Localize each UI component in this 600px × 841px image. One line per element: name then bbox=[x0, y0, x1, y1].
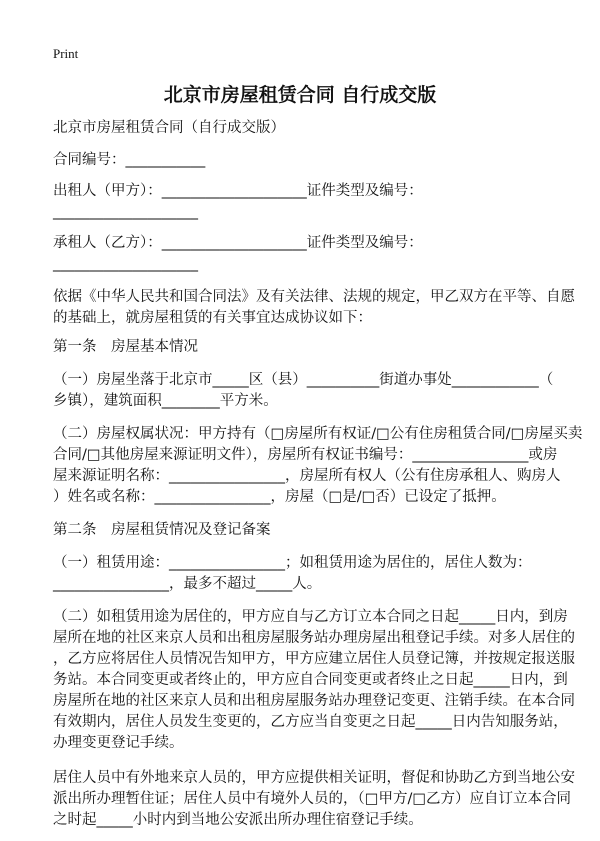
text-line: 依据《中华人民共和国合同法》及有关法律、法规的规定，甲乙双方在平等、自愿 bbox=[53, 289, 575, 305]
text-line: ________________，最多不超过_____人。 bbox=[53, 576, 322, 592]
text-line: 乡镇），建筑面积________平方米。 bbox=[53, 393, 278, 409]
text-line: 居住人员中有外地来京人员的，甲方应提供相关证明，督促和协助乙方到当地公安 bbox=[53, 770, 575, 786]
contract-paragraph bbox=[53, 337, 553, 358]
contract-paragraph bbox=[53, 607, 575, 754]
text-line: ____________________ bbox=[53, 204, 198, 220]
text-line: （一）租赁用途：________________；如租赁用途为居住的，居住人数为： bbox=[53, 555, 532, 571]
text-line: 的基础上，就房屋租赁的有关事宜达成协议如下： bbox=[53, 310, 372, 326]
text-line: 有效期内，居住人员发生变更的，乙方应当自变更之日起_____日内告知服务站， bbox=[53, 714, 568, 730]
contract-paragraph bbox=[53, 553, 553, 595]
text-line: （一）房屋坐落于北京市_____区（县）__________街道办事处____________（ bbox=[53, 372, 554, 388]
text-line: 出租人（甲方）：____________________证件类型及编号： bbox=[53, 183, 423, 199]
text-line: （二）房屋权属状况：甲方持有（□房屋所有权证/□公有住房租赁合同/□房屋买卖 bbox=[53, 426, 583, 442]
text-line: 合同/□其他房屋来源证明文件），房屋所有权证书编号：________________或房 bbox=[53, 447, 558, 463]
text-line: （二）如租赁用途为居住的，甲方应自与乙方订立本合同之日起_____日内，到房 bbox=[53, 609, 568, 625]
text-line: ）姓名或名称：________________，房屋（□是/□否）已设定了抵押。 bbox=[53, 489, 506, 505]
contract-paragraph bbox=[53, 287, 575, 329]
text-line: ，乙方应将居住人员情况告知甲方，甲方应建立居住人员登记簿，并按规定报送服 bbox=[53, 651, 575, 667]
text-line: 办理变更登记手续。 bbox=[53, 735, 184, 751]
text-line: 北京市房屋租赁合同（自行成交版） bbox=[53, 120, 285, 136]
contract-paragraph bbox=[53, 370, 553, 412]
text-line: ____________________ bbox=[53, 256, 198, 272]
text-line: 房屋所在地的社区来京人员和出租房屋服务站办理登记变更、注销手续。在本合同 bbox=[53, 693, 575, 709]
print-link[interactable]: Print bbox=[53, 46, 79, 61]
text-line: 屋所在地的社区来京人员和出租房屋服务站办理房屋出租登记手续。对多人居住的 bbox=[53, 630, 575, 646]
contract-body bbox=[53, 118, 583, 841]
contract-paragraph bbox=[53, 181, 553, 223]
contract-paragraph bbox=[53, 233, 553, 275]
contract-paragraph bbox=[53, 520, 553, 541]
text-line: 派出所办理暂住证；居住人员中有境外人员的，（□甲方/□乙方）应自订立本合同 bbox=[53, 791, 572, 807]
text-line: 合同编号：___________ bbox=[53, 152, 206, 168]
text-line: 承租人（乙方）：____________________证件类型及编号： bbox=[53, 235, 423, 251]
text-line: 务站。本合同变更或者终止的，甲方应自合同变更或者终止之日起_____日内，到 bbox=[53, 672, 568, 688]
text-line: 之时起_____小时内到当地公安派出所办理住宿登记手续。 bbox=[53, 812, 423, 828]
contract-paragraph bbox=[53, 150, 553, 171]
text-line: 第二条 房屋租赁情况及登记备案 bbox=[53, 522, 271, 538]
document-title: 北京市房屋租赁合同 自行成交版 bbox=[163, 84, 437, 106]
contract-paragraph bbox=[53, 768, 575, 831]
text-line: 第一条 房屋基本情况 bbox=[53, 339, 198, 355]
text-line: 屋来源证明名称：________________，房屋所有权人（公有住房承租人、购房人 bbox=[53, 468, 561, 484]
contract-paragraph bbox=[53, 118, 553, 139]
contract-paragraph bbox=[53, 424, 583, 508]
